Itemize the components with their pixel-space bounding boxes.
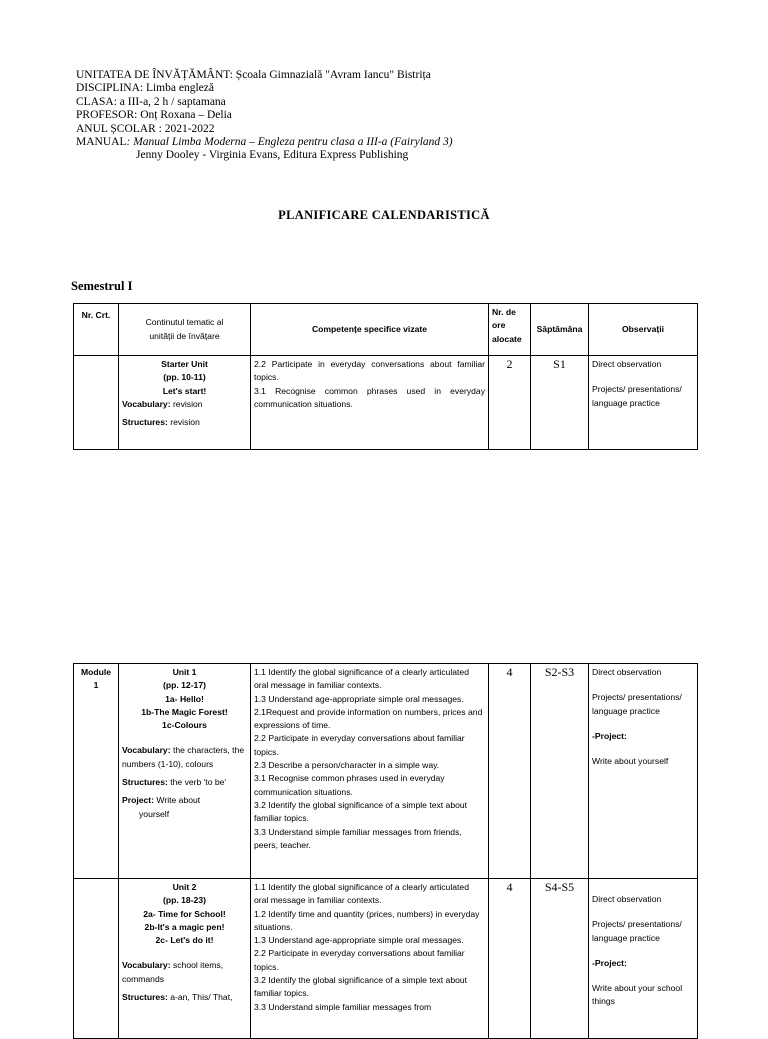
unit2-lesson-a: 2a- Time for School! — [143, 908, 226, 919]
header-authors: Jenny Dooley - Virginia Evans, Editura Express Publishing — [136, 149, 409, 162]
unit1-vocab-label: Vocabulary: — [122, 745, 171, 756]
unit1-lesson-c: 1c-Colours — [162, 720, 207, 731]
starter-subtitle: Let's start! — [162, 385, 207, 396]
header-observatii: Observații — [589, 304, 698, 356]
header-manual — [76, 136, 453, 149]
module-number: 1 — [93, 680, 99, 691]
planning-table-2 — [73, 663, 698, 1039]
unit1-comp-4: 2.2 Participate in everyday conversations about familiar topics. — [254, 733, 465, 757]
starter-vocab — [122, 398, 247, 411]
header-ore-2: ore — [492, 320, 506, 331]
starter-vocab-label: Vocabulary: — [122, 398, 171, 409]
table-row-unit2 — [74, 879, 698, 1039]
unit2-comp-2: 1.2 Identify time and quantity (prices, numbers) in everyday situations. — [254, 908, 480, 932]
anul-label: ANUL ȘCOLAR — [76, 122, 156, 135]
starter-comp-2: 3.1 Recognise common phrases used in everyday communication situations. — [254, 385, 485, 409]
starter-comp-1: 2.2 Participate in everyday conversations about familiar topics. — [254, 359, 485, 383]
unit1-obs-2: Projects/ presentations/ language practice — [592, 692, 682, 716]
unit1-obs-1: Direct observation — [592, 667, 662, 677]
page-title: PLANIFICARE CALENDARISTICĂ — [278, 208, 490, 222]
unit1-project-value-2: yourself — [139, 808, 170, 819]
unit1-project-label: Project: — [122, 795, 154, 806]
unit2-obs-2: Projects/ presentations/ language practice — [592, 919, 682, 943]
unitatea-value: : Școala Gimnazială "Avram Iancu" Bistrița — [229, 69, 431, 81]
starter-obs-1: Direct observation — [592, 359, 662, 369]
unit2-lesson-b: 2b-It's a magic pen! — [144, 921, 225, 932]
unit2-saptamana: S4-S5 — [531, 879, 589, 1039]
header-ore-3: alocate — [492, 333, 522, 344]
unit1-comp-1: 1.1 Identify the global significance of a clearly articulated oral message in familiar contexts. — [254, 667, 469, 691]
unit1-vocab-value: the characters, the numbers (1-10), colours — [122, 745, 245, 769]
starter-competente — [251, 356, 489, 450]
starter-pages: (pp. 10-11) — [163, 372, 206, 383]
starter-struct-value: revision — [167, 417, 200, 428]
unit1-structures — [122, 776, 247, 789]
disciplina-label: DISCIPLINA — [76, 82, 140, 95]
header-nr-crt: Nr. Crt. — [74, 304, 119, 356]
starter-content — [119, 356, 251, 450]
header-unitatea — [76, 69, 453, 82]
unit2-comp-5: 3.2 Identify the global significance of a simple text about familiar topics. — [254, 975, 468, 999]
starter-observatii — [589, 356, 698, 450]
header-content — [119, 304, 251, 356]
unit1-lesson-b: 1b-The Magic Forest! — [141, 706, 228, 717]
header-saptamana: Săptămâna — [531, 304, 589, 356]
unit1-obs-3: -Project: — [592, 730, 627, 741]
starter-structures — [122, 416, 247, 429]
unit1-obs-4: Write about yourself — [592, 756, 669, 767]
unit1-ore: 4 — [489, 664, 531, 879]
unit2-nr — [74, 879, 119, 1039]
unit2-competente — [251, 879, 489, 1039]
unit1-observatii — [589, 664, 698, 879]
header-profesor — [76, 109, 453, 122]
unit1-content — [119, 664, 251, 879]
starter-saptamana: S1 — [531, 356, 589, 450]
unit1-title: Unit 1 — [172, 667, 197, 677]
header-competente: Competențe specifice vizate — [251, 304, 489, 356]
header-clasa — [76, 96, 453, 109]
unit1-struct-label: Structures: — [122, 777, 168, 788]
starter-ore: 2 — [489, 356, 531, 450]
planning-table-1 — [73, 303, 698, 450]
header-content-line1: Continutul tematic al — [145, 317, 224, 328]
unit1-project-value-1: Write about — [154, 795, 201, 806]
unit2-title: Unit 2 — [172, 882, 197, 892]
unit2-structures — [122, 991, 247, 1004]
header-content-line2: unității de învățare — [149, 330, 220, 341]
document-header — [76, 69, 453, 163]
unit1-comp-5: 2.3 Describe a person/character in a simple way. — [254, 760, 440, 771]
unit2-struct-value: a-an, This/ That, — [167, 992, 233, 1003]
unit2-struct-label: Structures: — [122, 992, 168, 1003]
unit2-obs-4: Write about your school things — [592, 983, 683, 1007]
header-ore — [489, 304, 531, 356]
unitatea-label: UNITATEA DE ÎNVĂȚĂMÂNT — [76, 69, 230, 81]
starter-struct-label: Structures: — [122, 417, 168, 428]
header-anul — [76, 123, 453, 136]
unit1-saptamana: S2-S3 — [531, 664, 589, 879]
unit2-obs-3: -Project: — [592, 957, 627, 968]
profesor-value: : Onț Roxana – Delia — [134, 109, 232, 122]
unit1-comp-7: 3.2 Identify the global significance of a simple text about familiar topics. — [254, 799, 468, 824]
unit2-comp-3: 1.3 Understand age-appropriate simple oral messages. — [254, 935, 464, 946]
anul-value: : 2021-2022 — [155, 122, 215, 135]
unit2-pages: (pp. 18-23) — [163, 895, 206, 906]
unit1-lesson-a: 1a- Hello! — [165, 693, 204, 704]
table-row-unit1 — [74, 664, 698, 879]
unit1-comp-6: 3.1 Recognise common phrases used in everyday communication situations. — [254, 773, 445, 797]
module-label: Module — [80, 667, 112, 677]
unit1-struct-value: the verb 'to be' — [167, 777, 227, 788]
header-ore-1: Nr. de — [492, 307, 516, 317]
semester-heading: Semestrul I — [71, 279, 133, 293]
unit2-comp-4: 2.2 Participate in everyday conversations about familiar topics. — [254, 948, 465, 972]
unit2-comp-1: 1.1 Identify the global significance of a clearly articulated oral message in familiar contexts. — [254, 882, 469, 906]
unit1-pages: (pp. 12-17) — [163, 680, 206, 691]
unit2-ore: 4 — [489, 879, 531, 1039]
unit2-comp-6: 3.3 Understand simple familiar messages from — [254, 1001, 432, 1012]
disciplina-value: : Limba engleză — [139, 82, 214, 95]
unit2-lesson-c: 2c- Let's do it! — [155, 935, 214, 946]
unit1-comp-3: 2.1Request and provide information on numbers, prices and expressions of time. — [254, 706, 483, 731]
starter-title: Starter Unit — [161, 359, 208, 369]
unit2-vocab-value: school items, commands — [122, 960, 224, 984]
starter-nr — [74, 356, 119, 450]
starter-vocab-value: revision — [170, 398, 203, 409]
unit1-comp-2: 1.3 Understand age-appropriate simple oral messages. — [254, 693, 464, 704]
profesor-label: PROFESOR — [76, 109, 135, 122]
unit2-vocab-label: Vocabulary: — [122, 960, 171, 971]
unit2-observatii — [589, 879, 698, 1039]
unit1-competente — [251, 664, 489, 879]
unit2-obs-1: Direct observation — [592, 894, 662, 904]
clasa-label: CLASA — [76, 95, 114, 108]
clasa-value: : a III-a, 2 h / saptamana — [113, 95, 226, 108]
unit1-comp-8: 3.3 Understand simple familiar messages from friends, peers, teacher. — [254, 826, 462, 850]
starter-obs-2: Projects/ presentations/ language practice — [592, 384, 682, 408]
module-cell — [74, 664, 119, 879]
header-disciplina — [76, 82, 453, 95]
table-header-row — [74, 304, 698, 356]
manual-label: MANUAL — [76, 136, 127, 149]
unit2-content — [119, 879, 251, 1039]
unit2-vocab — [122, 959, 247, 986]
manual-value: : Manual Limba Moderna – Engleza pentru clasa a III-a (Fairyland 3) — [126, 136, 453, 149]
unit1-project — [122, 794, 247, 807]
unit1-vocab — [122, 744, 247, 771]
table-row-starter — [74, 356, 698, 450]
